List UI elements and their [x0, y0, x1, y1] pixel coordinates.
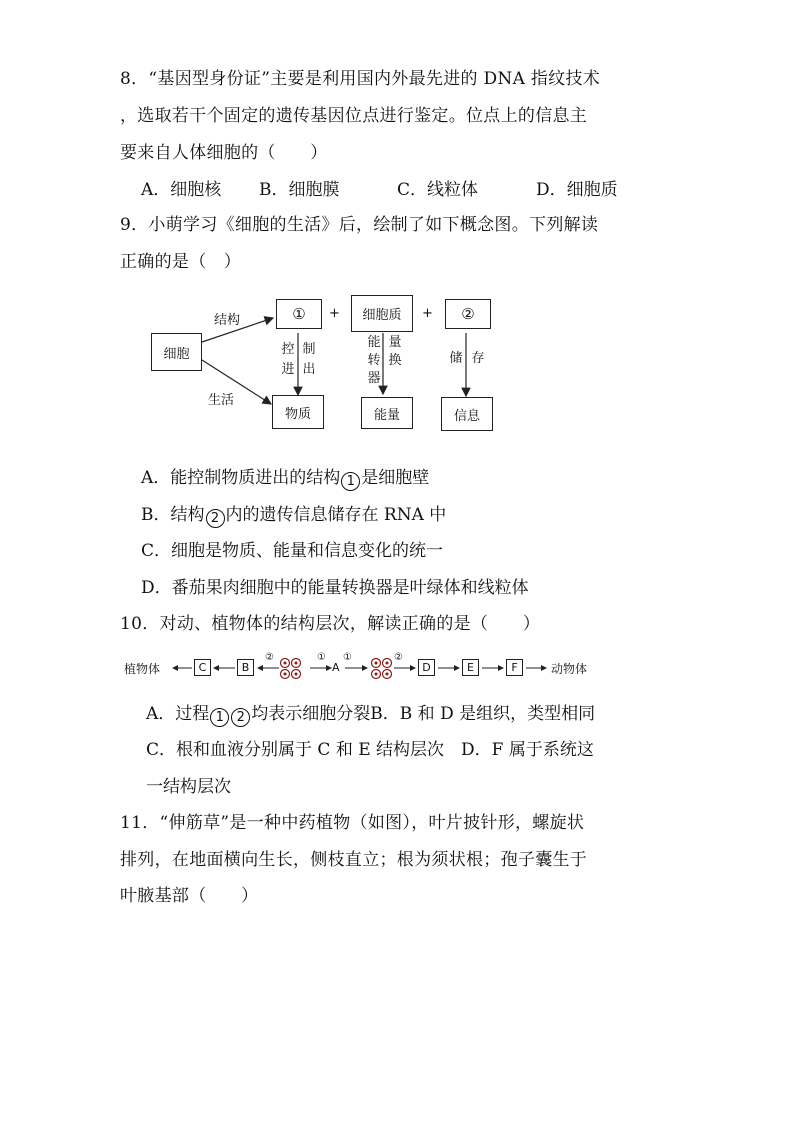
q8-option-b[interactable]: B．细胞膜 — [259, 180, 340, 200]
q9-life-label: 生活 — [208, 393, 235, 408]
q9-stem-line2: 正确的是（ ） — [120, 252, 242, 272]
q11-stem-line2: 排列，在地面横向生长，侧枝直立；根为须状根；孢子囊生于 — [120, 850, 588, 870]
circled-number-1: 1 — [341, 472, 360, 491]
q10-box-e: E — [462, 659, 479, 676]
q9-option-a[interactable]: A．能控制物质进出的结构 1 是细胞壁 — [141, 468, 430, 489]
q11-stem-line1: 11．“伸筋草”是一种中药植物（如图），叶片披针形，螺旋状 — [120, 813, 585, 833]
q10-animal-label: 动物体 — [551, 662, 588, 676]
q10-stem-line1: 10．对动、植物体的结构层次，解读正确的是（ ） — [120, 614, 541, 634]
q10-plant-label: 植物体 — [124, 662, 161, 676]
q10-option-d-continued: 一结构层次 — [146, 777, 231, 797]
q9-energy-char-5: 器 — [367, 371, 381, 386]
q9-control-char-1: 控 — [281, 342, 295, 357]
q9-energy-char-2: 量 — [388, 335, 402, 350]
circled-number-2: 2 — [231, 708, 250, 727]
q9-node-2-box: ② — [445, 299, 491, 329]
q8-stem-line2: ，选取若干个固定的遗传基因位点进行鉴定。位点上的信息主 — [120, 106, 588, 126]
q10-box-c: C — [194, 659, 211, 676]
cell-cluster-icon-left — [281, 659, 301, 679]
q9-plus-1: + — [329, 306, 340, 321]
q10-box-d: D — [418, 659, 435, 676]
q9-control-char-4: 出 — [302, 362, 316, 377]
q10-process-1-left: ① — [317, 652, 326, 663]
cell-cluster-icon-right — [372, 659, 392, 679]
q9-energy-box: 能量 — [361, 397, 413, 429]
q9-option-b[interactable]: B．结构 2 内的遗传信息储存在 RNA 中 — [141, 505, 447, 526]
q9-store-char-2: 存 — [471, 351, 485, 366]
q10-process-2-right: ② — [394, 652, 403, 663]
q9-node-1-box: ① — [276, 299, 322, 329]
q10-process-2-left: ② — [265, 652, 274, 663]
q9-option-d[interactable]: D．番茄果肉细胞中的能量转换器是叶绿体和线粒体 — [141, 578, 529, 598]
q9-option-c[interactable]: C．细胞是物质、能量和信息变化的统一 — [141, 541, 444, 561]
q9-info-box: 信息 — [441, 397, 493, 431]
q9-energy-char-4: 换 — [388, 353, 402, 368]
q10-box-f: F — [506, 659, 523, 676]
q10-box-b: B — [237, 659, 254, 676]
q9-energy-char-1: 能 — [367, 335, 381, 350]
q9-structure-label: 结构 — [214, 313, 241, 328]
q9-matter-box: 物质 — [272, 395, 324, 429]
q9-store-char-1: 储 — [449, 351, 463, 366]
q10-label-a: A — [332, 661, 340, 674]
q8-option-c[interactable]: C．线粒体 — [397, 180, 479, 200]
q10-process-1-right: ① — [343, 652, 352, 663]
q10-option-a-b[interactable]: A．过程 1 2 均表示细胞分裂B．B 和 D 是组织，类型相同 — [146, 704, 596, 725]
q9-stem-line1: 9．小萌学习《细胞的生活》后，绘制了如下概念图。下列解读 — [120, 215, 599, 235]
q10-option-c-d[interactable]: C．根和血液分别属于 C 和 E 结构层次 D．F 属于系统这 — [146, 740, 594, 760]
q8-option-d[interactable]: D．细胞质 — [536, 180, 618, 200]
q8-stem-line3: 要来自人体细胞的（ ） — [120, 143, 328, 163]
circled-number-1: 1 — [210, 708, 229, 727]
q9-cytoplasm-box: 细胞质 — [351, 295, 413, 332]
q9-control-char-2: 制 — [302, 342, 316, 357]
q9-plus-2: + — [422, 306, 433, 321]
circled-number-2: 2 — [206, 509, 225, 528]
q9-control-char-3: 进 — [281, 362, 295, 377]
q9-energy-char-3: 转 — [367, 353, 381, 368]
q8-stem-line1: 8．“基因型身份证”主要是利用国内外最先进的 DNA 指纹技术 — [120, 69, 601, 89]
q11-stem-line3: 叶腋基部（ ） — [120, 886, 259, 906]
q8-option-a[interactable]: A．细胞核 — [141, 180, 222, 200]
q9-cell-box: 细胞 — [151, 333, 202, 371]
